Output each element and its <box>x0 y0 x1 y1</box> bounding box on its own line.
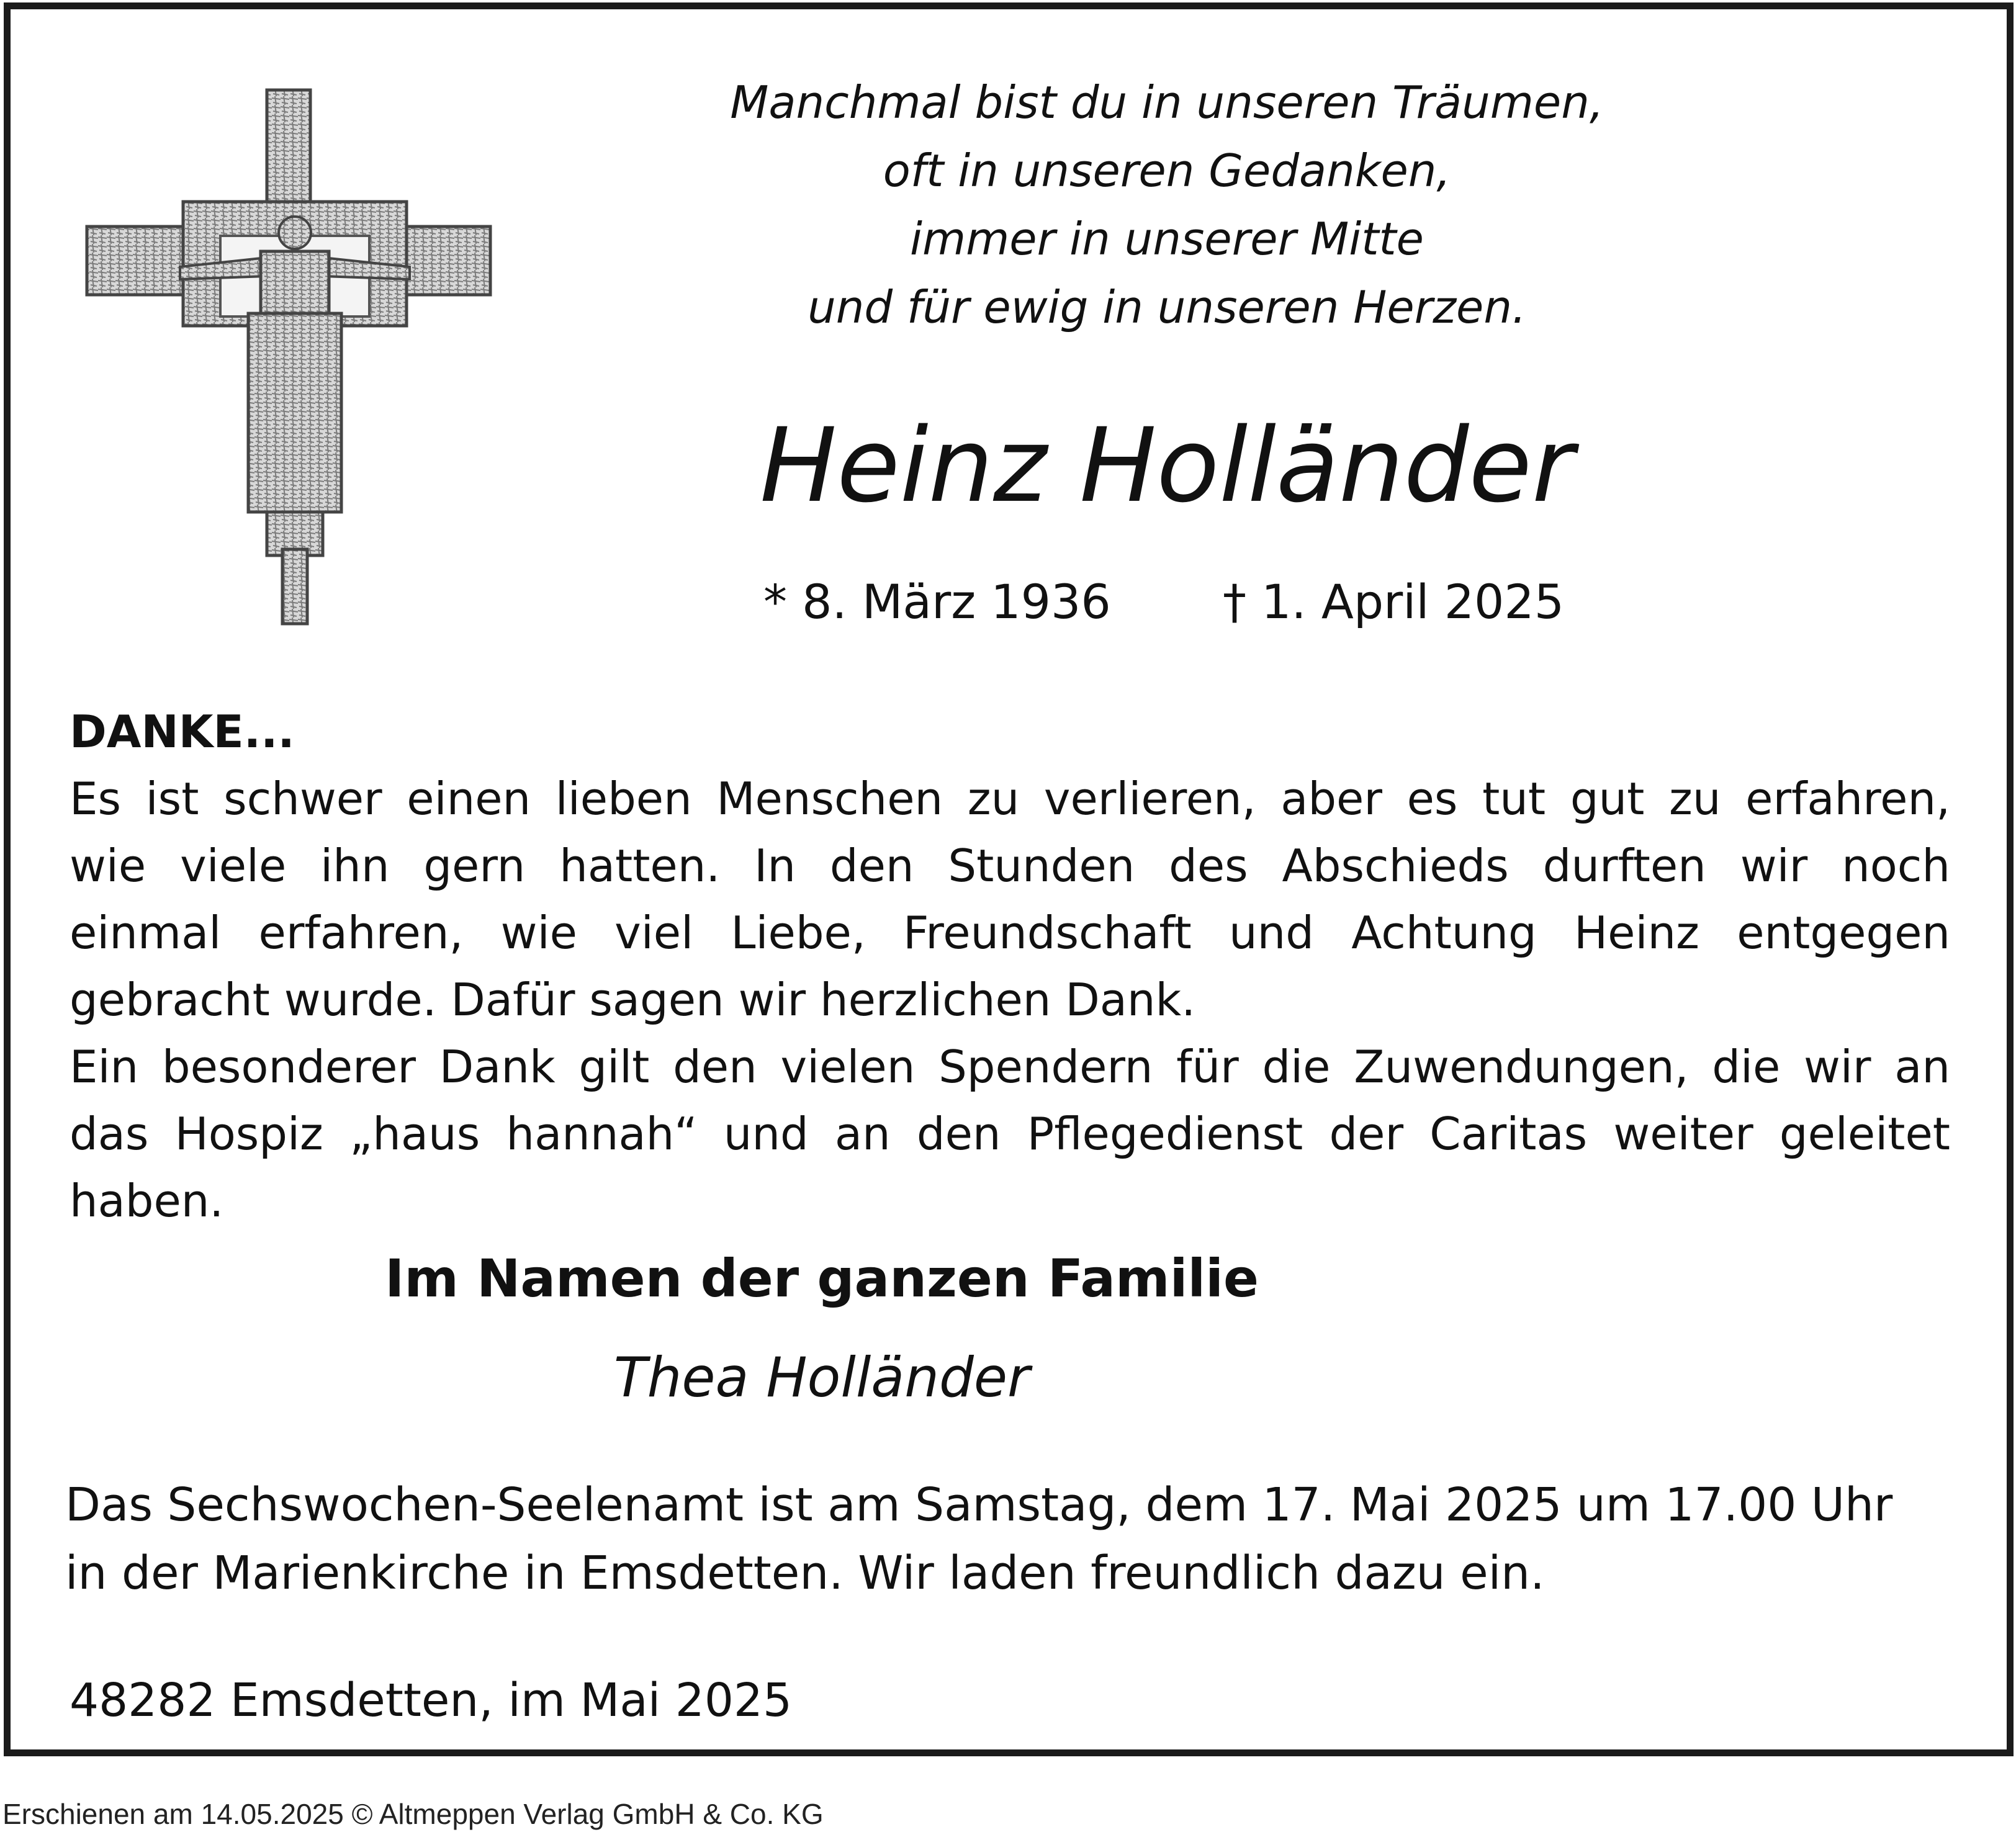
place-date: 48282 Emsdetten, im Mai 2025 <box>70 1674 793 1727</box>
publication-footer: Erschienen am 14.05.2025 © Altmeppen Verlag GmbH & Co. KG <box>2 1798 824 1830</box>
poem-line: und für ewig in unseren Herzen. <box>808 281 1526 333</box>
service-line: Das Sechswochen-Seelenamt ist am Samstag, dem 17. Mai 2025 um 17.00 Uhr <box>65 1478 1893 1532</box>
birth-date: * 8. März 1936 <box>763 574 1111 629</box>
thanks-line: einmal erfahren, wie viel Liebe, Freundschaft und Achtung Heinz entgegen <box>70 907 1950 959</box>
poem-line: immer in unserer Mitte <box>910 213 1424 265</box>
service-line: in der Marienkirche in Emsdetten. Wir laden freundlich dazu ein. <box>65 1547 1545 1600</box>
poem-line: Manchmal bist du in unseren Träumen, <box>730 76 1604 128</box>
crucifix-icon <box>81 53 503 630</box>
death-date: † 1. April 2025 <box>1223 574 1565 629</box>
poem-line: oft in unseren Gedanken, <box>883 145 1451 197</box>
service-announcement <box>65 1471 1958 1607</box>
life-dates <box>763 571 1632 633</box>
thanks-line: gebracht wurde. Dafür sagen wir herzlichen Dank. <box>70 974 1196 1026</box>
thanks-heading: DANKE... <box>70 706 295 758</box>
signer-name: Thea Holländer <box>613 1345 1030 1409</box>
thanks-line: Ein besonderer Dank gilt den vielen Spendern für die Zuwendungen, die wir an <box>70 1041 1950 1093</box>
thanks-line: Es ist schwer einen lieben Menschen zu verlieren, aber es tut gut zu erfahren, <box>70 773 1950 825</box>
thanks-line: wie viele ihn gern hatten. In den Stunden des Abschieds durften wir noch <box>70 840 1950 892</box>
family-signature: Im Namen der ganzen Familie <box>385 1248 1259 1309</box>
thanks-line: haben. <box>70 1175 224 1227</box>
thanks-line: das Hospiz „haus hannah“ und an den Pflegedienst der Caritas weiter geleitet <box>70 1108 1950 1160</box>
deceased-name: Heinz Holländer <box>760 406 1574 525</box>
memorial-poem <box>590 68 1744 341</box>
thanks-text <box>70 698 1950 1234</box>
